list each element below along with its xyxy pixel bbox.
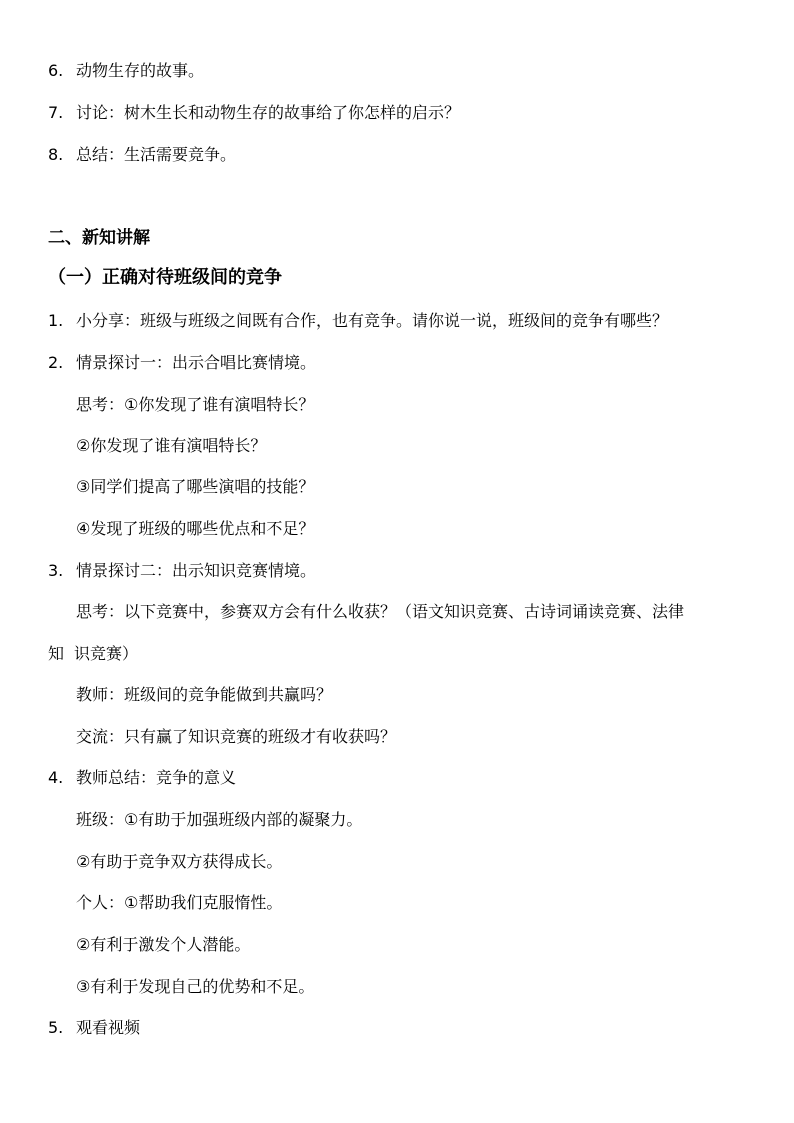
item-text: 观看视频 xyxy=(76,1018,141,1037)
sub-line: 交流：只有赢了知识竞赛的班级才有收获吗？ xyxy=(76,727,397,746)
sub-line: ②有助于竞争双方获得成长。 xyxy=(76,852,283,871)
item-text: 情景探讨二：出示知识竞赛情境。 xyxy=(76,561,317,580)
sub-line: 班级：①有助于加强班级内部的凝聚力。 xyxy=(76,810,363,829)
section-title: 二、新知讲解 xyxy=(48,228,150,248)
item-number: 3. xyxy=(48,561,64,580)
wrap-rest: 识竞赛） xyxy=(74,644,139,663)
item-text: 小分享：班级与班级之间既有合作，也有竞争。请你说一说，班级间的竞争有哪些？ xyxy=(76,311,669,330)
sub-line: ②有利于激发个人潜能。 xyxy=(76,935,251,954)
subsection-title: （一）正确对待班级间的竞争 xyxy=(48,267,282,288)
sub-line: 教师：班级间的竞争能做到共赢吗？ xyxy=(76,685,333,704)
sub-line: ③有利于发现自己的优势和不足。 xyxy=(76,977,315,996)
sub-line: ③同学们提高了哪些演唱的技能？ xyxy=(76,477,315,496)
item-number: 5. xyxy=(48,1018,64,1037)
think-line: 思考：以下竞赛中，参赛双方会有什么收获？（语文知识竞赛、古诗词诵读竞赛、法律 xyxy=(76,602,685,621)
sub-line: ②你发现了谁有演唱特长？ xyxy=(76,436,267,455)
item-number: 7. xyxy=(48,103,64,122)
item-number: 4. xyxy=(48,768,64,787)
sub-line: 个人：①帮助我们克服惰性。 xyxy=(76,893,283,912)
item-text: 讨论：树木生长和动物生存的故事给了你怎样的启示？ xyxy=(76,103,461,122)
item-text: 动物生存的故事。 xyxy=(76,61,205,80)
item-text: 总结：生活需要竞争。 xyxy=(76,145,237,164)
item-number: 8. xyxy=(48,145,64,164)
item-number: 2. xyxy=(48,353,64,372)
think-line-continued xyxy=(48,644,138,664)
item-text: 情景探讨一：出示合唱比赛情境。 xyxy=(76,353,317,372)
item-number: 6. xyxy=(48,61,64,80)
wrap-char: 知 xyxy=(48,644,65,663)
sub-line: ④发现了班级的哪些优点和不足？ xyxy=(76,519,315,538)
sub-line: 思考：①你发现了谁有演唱特长？ xyxy=(76,395,315,414)
item-number: 1. xyxy=(48,311,64,330)
item-text: 教师总结：竞争的意义 xyxy=(76,768,237,787)
